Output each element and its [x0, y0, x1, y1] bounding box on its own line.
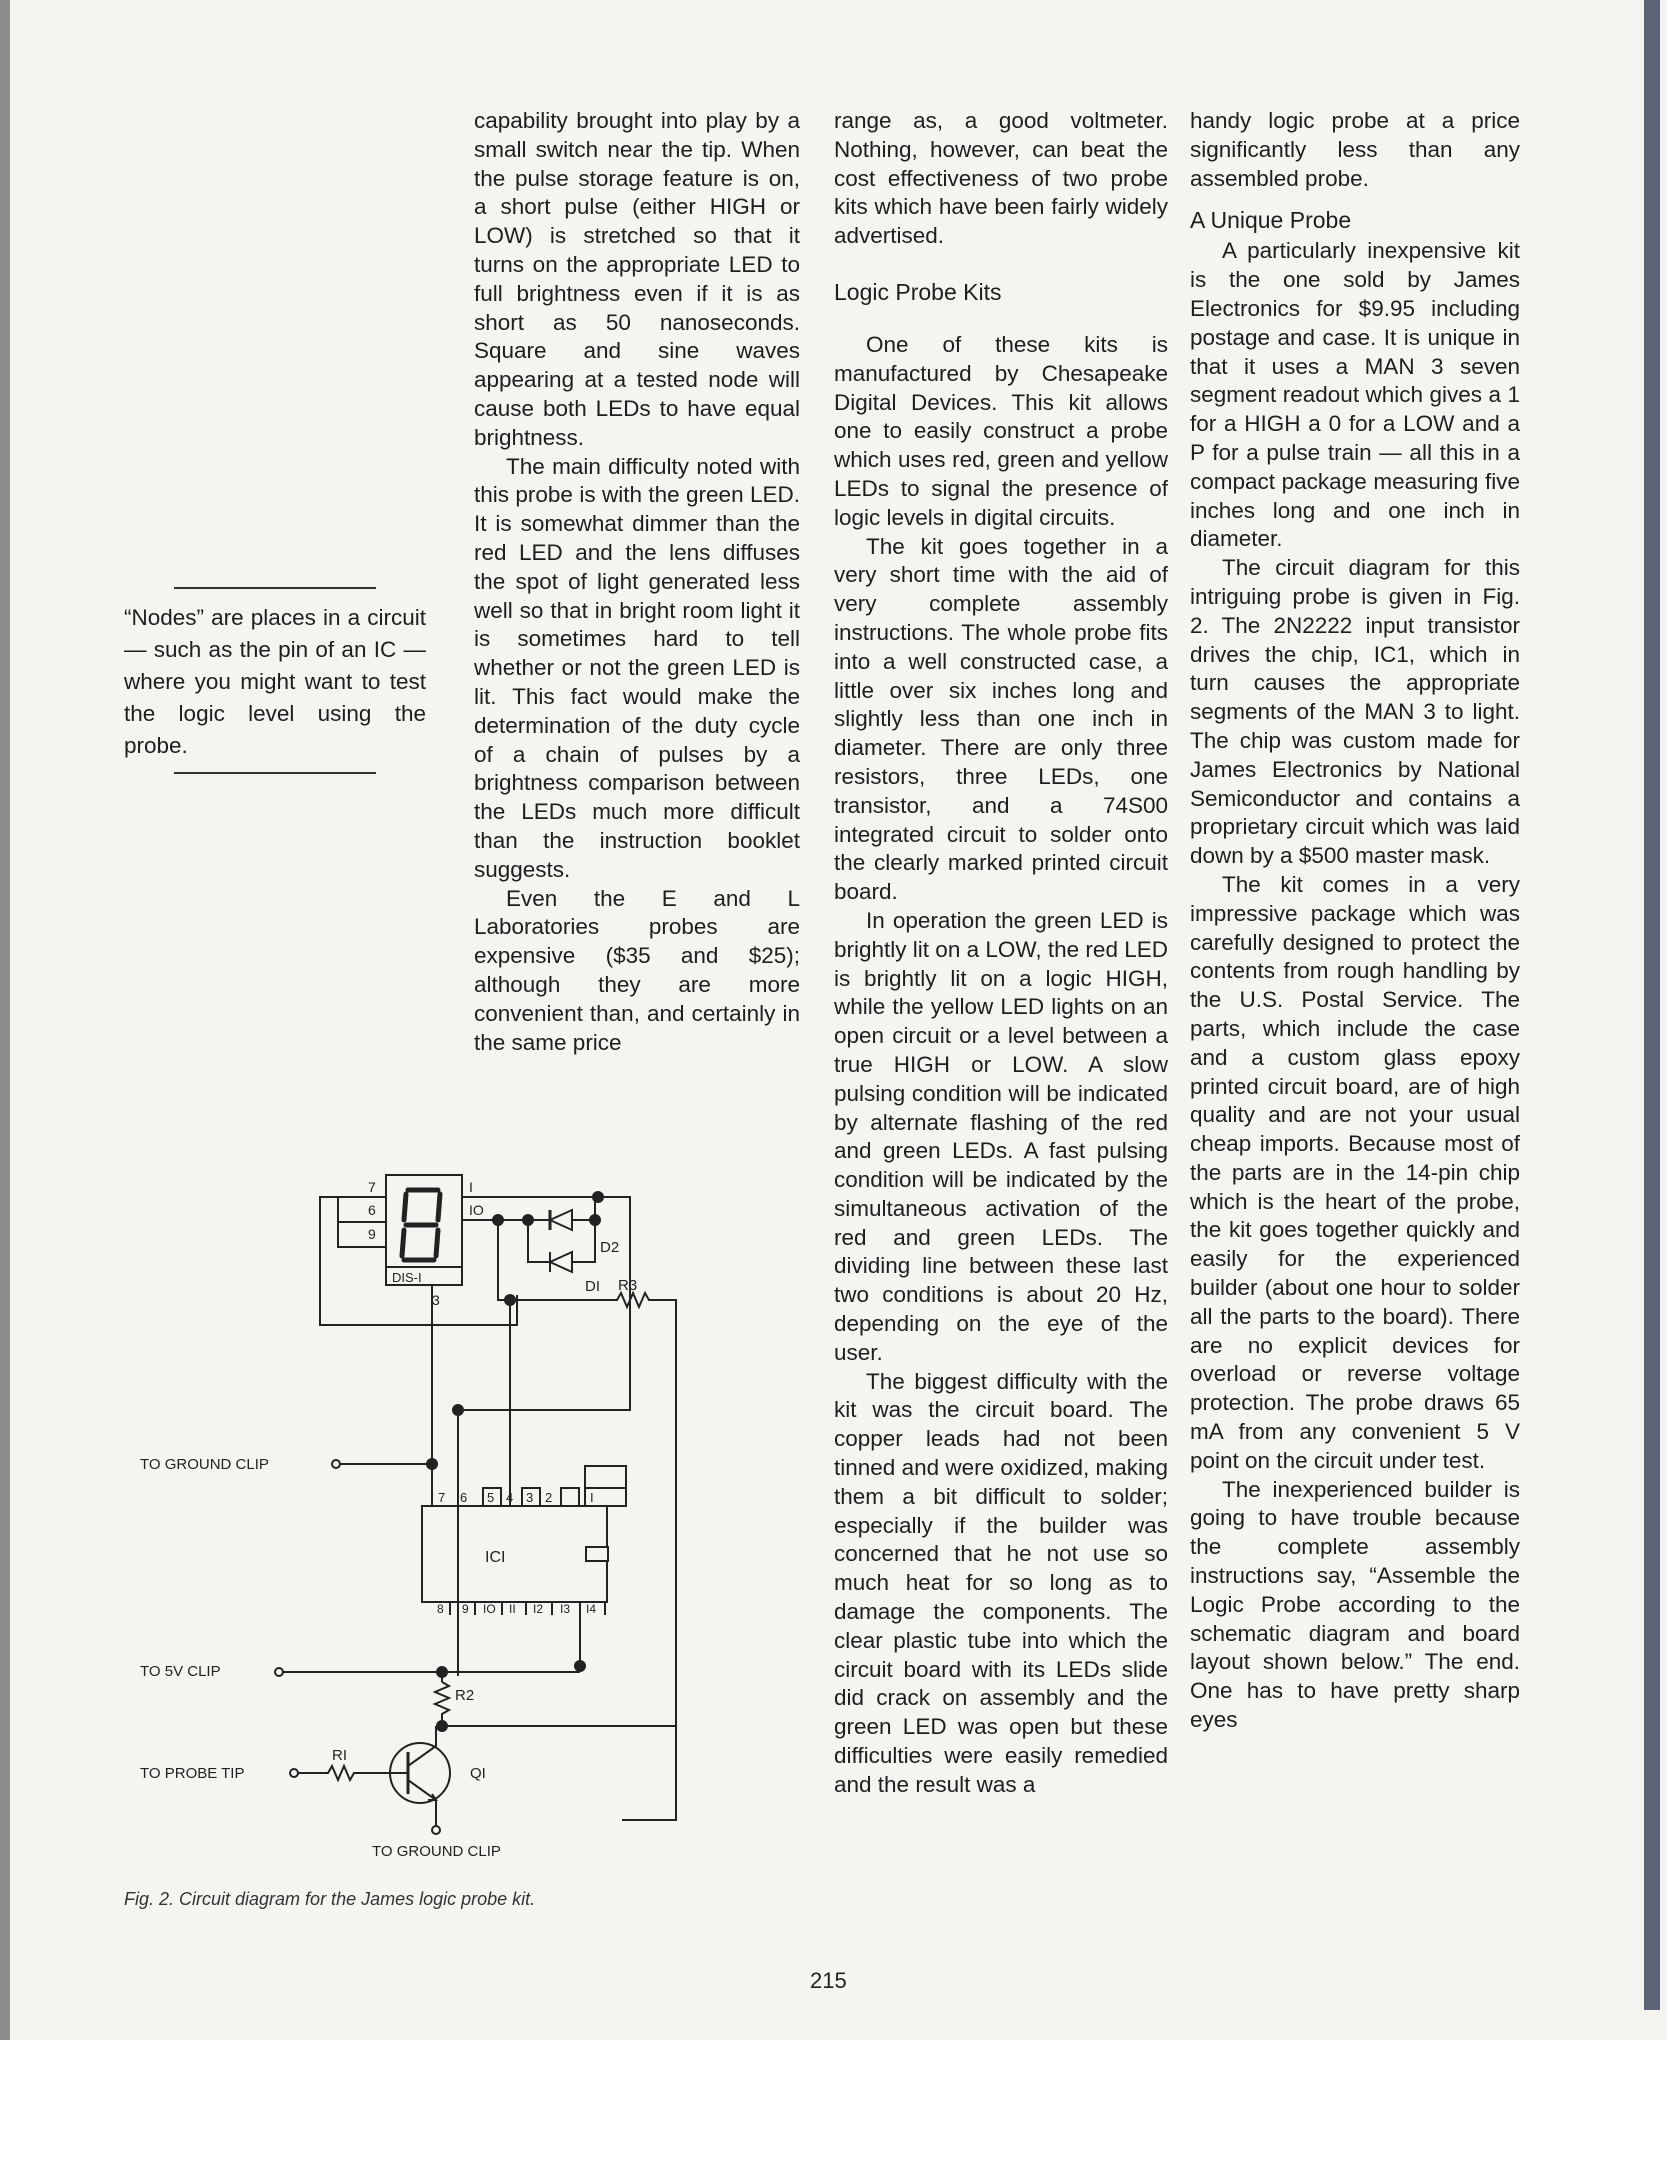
ic-pin-label: I3	[560, 1602, 571, 1616]
ic-pin-label: 9	[462, 1602, 469, 1616]
ic-pin-label: 6	[460, 1490, 468, 1505]
paragraph: capability brought into play by a small switch near the tip. When the pulse storage feature is on, a short pulse (either HIGH or LOW) is stretched so that it turns on the appropriate LED to full brightness even if it is as short as 50 nanoseconds. Square and sine waves appearing at a tested node will cause both LEDs to have equal brightness.	[474, 108, 800, 450]
ic-pin-label: I4	[586, 1602, 597, 1616]
page-bottom-margin	[0, 2040, 1667, 2160]
ic-pin-label: 7	[438, 1490, 446, 1505]
diode-label: DI	[585, 1278, 600, 1295]
ic-pin-label: 8	[437, 1602, 444, 1616]
ic-pin-label: 3	[526, 1490, 534, 1505]
paragraph: A particularly inexpensive kit is the one sold by James Electronics for $9.95 including postage and case. It is unique in that it uses a MAN 3 seven segment readout which gives a 1 for a HIGH a 0 for a LOW and a P for a pulse train — all this in a compact package measuring five inches long and one inch in diameter.	[1190, 238, 1520, 552]
paragraph: One of these kits is manufactured by Chesapeake Digital Devices. This kit allows one to easily construct a probe which uses red, green and yellow LEDs to signal the presence of logic levels in digital circuits.	[834, 331, 1168, 530]
diode-label: D2	[600, 1239, 620, 1256]
ic-pin-label: 4	[506, 1490, 514, 1505]
terminal-label: TO GROUND CLIP	[372, 1843, 501, 1860]
ic-pin-label: 5	[487, 1490, 495, 1505]
ic-pin-label: IO	[483, 1602, 496, 1616]
paragraph: The main difficulty noted with this probe is with the green LED. It is somewhat dimmer than the red LED and the lens diffuses the spot of light generated less well so that in bright room light it is sometimes hard to tell whether or not the green LED is lit. This fact would make the determination of the duty cycle of a chain of pulses by a brightness comparison between the LEDs much more difficult than the instruction booklet suggests.	[474, 453, 800, 882]
terminal-label: TO GROUND CLIP	[140, 1456, 269, 1473]
sidebar-quote: “Nodes” are places in a circuit — such as the pin of an IC — where you might want to test the logic level using the probe.	[124, 605, 426, 758]
display-pin-label: IO	[469, 1202, 484, 1218]
terminal-label: TO PROBE TIP	[140, 1765, 245, 1782]
display-label: DIS-I	[392, 1270, 422, 1285]
circuit-diagram	[140, 1170, 800, 1870]
display-pin-label: I	[469, 1179, 473, 1195]
display-pin-label: 6	[368, 1202, 376, 1218]
display-pin-label: 9	[368, 1226, 376, 1242]
paragraph: The inexperienced builder is going to have trouble because the complete assembly instructions say, “Assemble the Logic Probe according to the schematic diagram and board layout shown below.” The end. One has to have pretty sharp eyes	[1190, 1476, 1520, 1733]
section-heading: Logic Probe Kits	[834, 278, 1002, 305]
ic-pin-label: 2	[545, 1490, 553, 1505]
resistor-label: R3	[618, 1277, 638, 1294]
page-edge-right	[1644, 0, 1660, 2010]
paragraph: In operation the green LED is brightly lit on a LOW, the red LED is brightly lit on a logic HIGH, while the yellow LED lights on an open circuit or a level between a true HIGH or LOW. A slow pulsing condition will be indicated by alternate flashing of the red and green LEDs. A fast pulsing condition will be indicated by the simultaneous activation of the red and green LEDs. The dividing line between these last two conditions is about 20 Hz, depending on the eye of the user.	[834, 907, 1168, 1365]
article-column-2	[474, 107, 800, 1057]
paragraph: The biggest difficulty with the kit was the circuit board. The copper leads had not been tinned and were oxidized, making them a bit difficult to solder; especially if the builder was concerned that he not use so much heat for so long as to damage the components. The clear plastic tube into which the circuit board with its LEDs slide did crack on assembly and the green LED was open but these difficulties were easily remedied and the result was a	[834, 1368, 1168, 1797]
seven-segment-display	[386, 1175, 462, 1285]
terminal-label: TO 5V CLIP	[140, 1663, 221, 1680]
ic-pin-label: II	[509, 1602, 516, 1616]
section-heading: A Unique Probe	[1190, 207, 1352, 234]
transistor-label: QI	[470, 1765, 486, 1782]
paragraph: The circuit diagram for this intriguing probe is given in Fig. 2. The 2N2222 input transistor drives the chip, IC1, which in turn causes the appropriate segments of the MAN 3 to light. The chip was custom made for James Electronics by National Semiconductor and contains a proprietary circuit which was laid down by a $500 master mask.	[1190, 555, 1520, 869]
resistor-label: RI	[332, 1747, 347, 1764]
sidebar-rule-top	[174, 587, 376, 589]
paragraph: handy logic probe at a price significantly less than any assembled probe.	[1190, 108, 1520, 191]
resistor-label: R2	[455, 1687, 475, 1704]
page-edge-left	[0, 0, 10, 2040]
display-pin-label: 7	[368, 1179, 376, 1195]
ic-chip	[422, 1506, 608, 1602]
paragraph: Even the E and L Laboratories probes are expensive ($35 and $25); although they are more convenient than, and certainly in the same price	[474, 885, 800, 1055]
display-pin-label: 3	[432, 1292, 440, 1308]
page-number: 215	[810, 1968, 847, 1993]
ic-pin-label: I2	[533, 1602, 544, 1616]
sidebar-rule-bottom	[174, 772, 376, 774]
ic-pin-label: I	[590, 1490, 594, 1505]
diode-d2	[528, 1197, 595, 1230]
figure-caption: Fig. 2. Circuit diagram for the James logic probe kit.	[124, 1889, 536, 1909]
paragraph: The kit comes in a very impressive package which was carefully designed to protect the contents from rough handling by the U.S. Postal Service. The parts, which include the case and a custom glass epoxy printed circuit board, are of high quality and are not your usual cheap imports. Because most of the parts are in the 14-pin chip which is the heart of the probe, the kit goes together quickly and easily for the experienced builder (about one hour to solder all the parts to the board). There are no explicit devices for overload or reverse voltage protection. The probe draws 65 mA from any convenient 5 V point on the circuit under test.	[1190, 871, 1520, 1473]
transistor-q1	[390, 1726, 450, 1826]
ic-label: ICI	[485, 1549, 506, 1566]
paragraph: The kit goes together in a very short time with the aid of very complete assembly instructions. The whole probe fits into a well constructed case, a little over six inches long and slightly less than one inch in diameter. There are only three resistors, three LEDs, one transistor, and a 74S00 integrated circuit to solder onto the clearly marked printed circuit board.	[834, 533, 1168, 905]
paragraph: range as, a good voltmeter. Nothing, however, can beat the cost effectiveness of two probe kits which have been fairly widely advertised.	[834, 108, 1168, 249]
article-column-4	[1190, 107, 1520, 1735]
article-column-3	[834, 107, 1168, 1800]
